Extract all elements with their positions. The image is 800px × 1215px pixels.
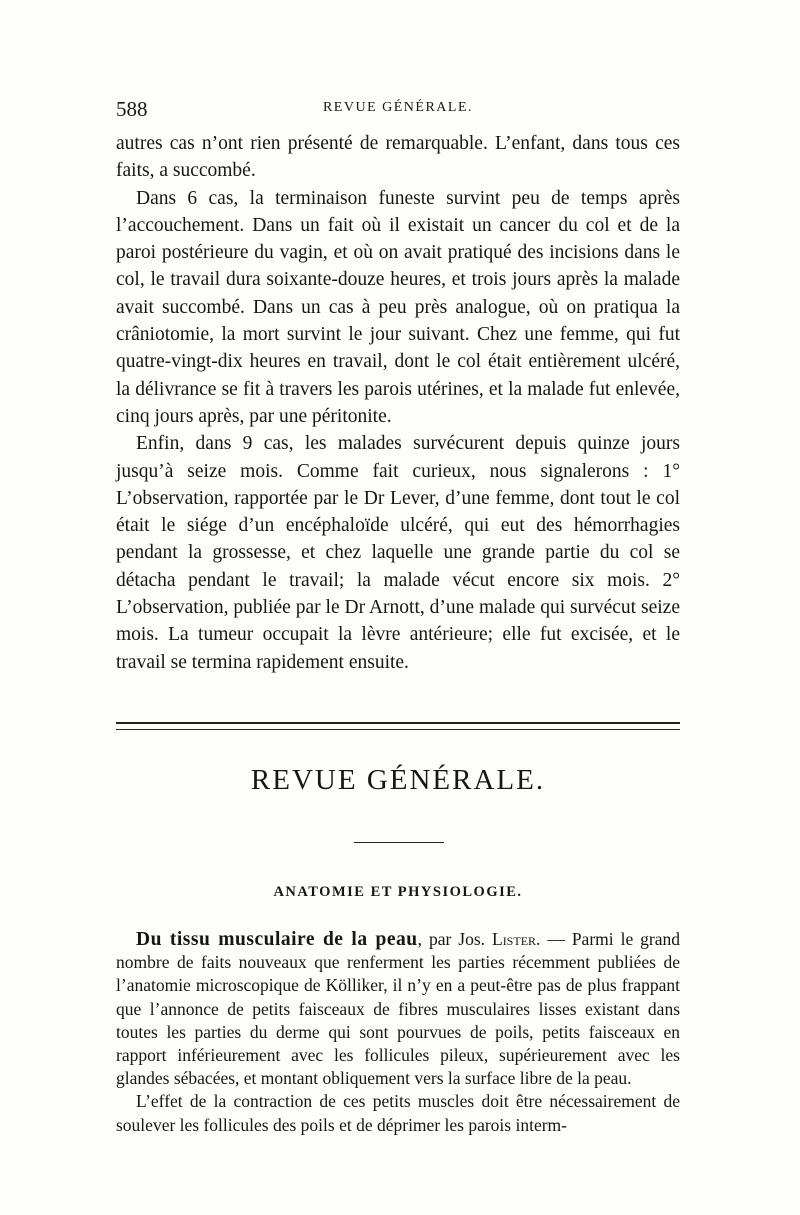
paragraph: autres cas n’ont rien présenté de remarquable. L’enfant, dans tous ces faits, a succombé. — [116, 133, 680, 182]
article — [116, 928, 680, 1137]
article-title: Du tissu musculaire de la peau — [136, 929, 418, 950]
page-header — [116, 97, 680, 123]
byline-prefix: , par Jos. — [417, 929, 486, 949]
article-text: — Parmi le grand nombre de faits nouveaux que renferment les parties récemment publiées de l’anatomie microscopique de Kölliker, il n’y en a peut-être pas de plus frappant que l’annonce de petits faisceaux de fibres musculaires lisses existant dans toutes les parties du derme qui sont pourvues de poils, petits faisceaux en rapport inférieurement avec les follicules pileux, supérieurement avec les glandes sébacées, et montant obliquement vers la surface libre de la peau. — [116, 929, 681, 1089]
title-rule — [354, 842, 444, 843]
continuation-text — [116, 130, 680, 676]
paragraph: Enfin, dans 9 cas, les malades survécurent depuis quinze jours jusqu’à seize mois. Comme fait curieux, nous signalerons : 1° L’observation, rapportée par le Dr Lever, d’une femme, dont tout le col était le siége d’un encéphaloïde ulcéré, qui eut des hémorrhagies pendant la grossesse, et chez laquelle une grande partie du col se détacha pendant le travail; la malade vécut encore six mois. 2° L’observation, publiée par le Dr Arnott, d’une malade qui survécut seize mois. La tumeur occupait la lèvre antérieure; elle fut excisée, et le travail se termina rapidement ensuite. — [116, 433, 680, 673]
subsection-title: ANATOMIE ET PHYSIOLOGIE. — [273, 884, 523, 900]
section-divider — [116, 722, 680, 730]
page-number: 588 — [116, 97, 148, 121]
article-author: Lister. — [492, 929, 541, 949]
running-title: REVUE GÉNÉRALE. — [322, 100, 474, 115]
article-paragraph — [116, 928, 680, 1090]
paragraph: Dans 6 cas, la terminaison funeste survint peu de temps après l’accouchement. Dans un fait où il existait un cancer du col et de la paroi postérieure du vagin, et où on avait pratiqué des incisions dans le col, le travail dura soixante-douze heures, et trois jours après la malade avait succombé. Dans un cas à peu près analogue, où on pratiqua la crâniotomie, la mort survint le jour suivant. Chez une femme, qui fut quatre-vingt-dix heures en travail, dont le col était entièrement ulcéré, la délivrance se fit à travers les parois utérines, et la malade fut enlevée, cinq jours après, par une péritonite. — [116, 187, 680, 427]
article-paragraph: L’effet de la contraction de ces petits muscles doit être nécessairement de soulever les follicules des poils et de déprimer les parois interm- — [116, 1091, 680, 1135]
section-title: REVUE GÉNÉRALE. — [250, 764, 546, 796]
